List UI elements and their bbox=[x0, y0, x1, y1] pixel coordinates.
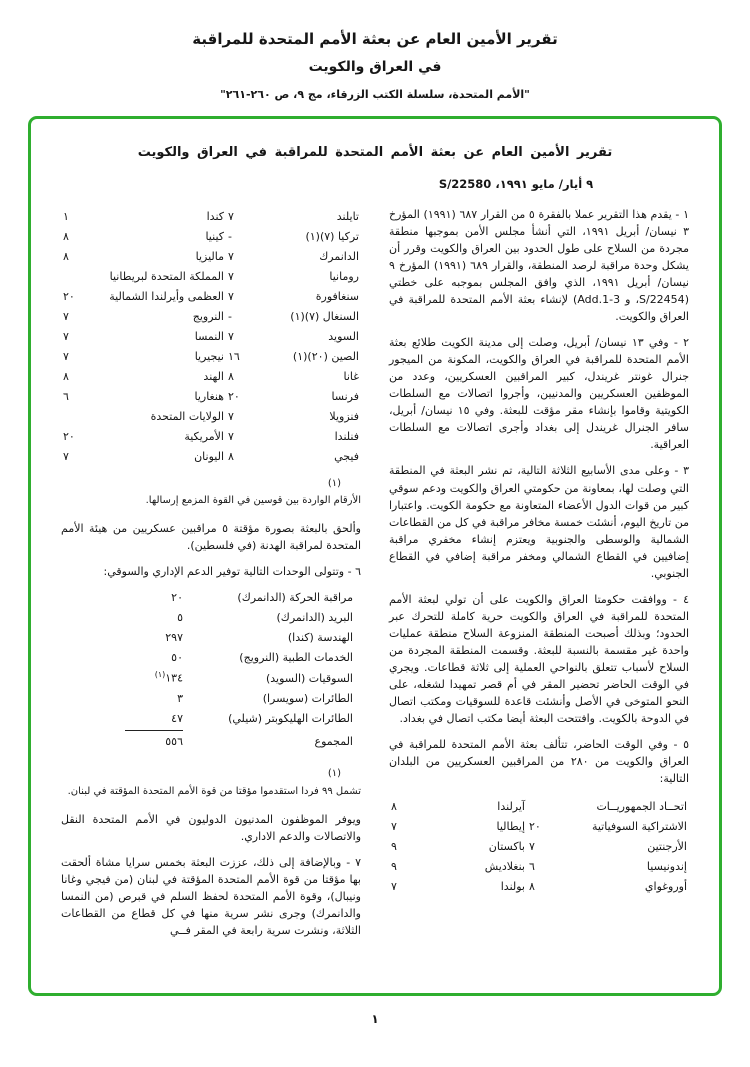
country-name-cell: كينيا bbox=[205, 229, 224, 243]
paragraph-2: ٢ - وفي ١٣ نيسان/ أبريل، وصلت إلى مدينة الكويت طلائع بعثة الأمم المتحدة للمراقبة في العراق والكويت، المكونة من الميجور جنرال غونتر غريندل، كبير المراقبين العسكريين، وعدد من الموظفين العسكريين والمدنيين، وأجروا اتصالات مع السلطات الكويتية وقاموا بإنشاء مقر مؤقت للبعثة. وفي ١٥ نيسان/ أبريل، سافر الجنرال غريندل إلى بغداد وأجرى اتصالات مع السلطات العراقية. bbox=[389, 336, 689, 452]
country-count-cell: ٨ bbox=[391, 799, 397, 813]
units-total-row bbox=[61, 730, 353, 750]
country-name-cell: غانا bbox=[343, 369, 359, 383]
country-name-cell: النرويج bbox=[192, 309, 224, 323]
unit-value: ٥٥٦ bbox=[125, 730, 183, 750]
column-right bbox=[389, 168, 689, 903]
country-count-cell: ٧ bbox=[228, 289, 234, 303]
unit-row bbox=[61, 710, 353, 727]
unit-row bbox=[61, 690, 353, 707]
paragraph-5: ٥ - وفي الوقت الحاضر، تتألف بعثة الأمم المتحدة للمراقبة في العراق والكويت من ٢٨٠ من المراقبين العسكريين من البلدان التالية: bbox=[389, 738, 689, 786]
country-name-cell: الاشتراكية السوفياتية bbox=[591, 819, 687, 833]
table-row bbox=[61, 386, 361, 406]
country-name-cell: العظمى وأيرلندا الشمالية bbox=[109, 289, 224, 303]
country-name-cell: الهند bbox=[203, 369, 224, 383]
country-count-cell: ٧ bbox=[63, 329, 69, 343]
country-name-cell: إيطاليا bbox=[496, 819, 525, 833]
country-name-cell: اليونان bbox=[194, 450, 224, 464]
page-number: ١ bbox=[371, 1012, 379, 1026]
country-count-cell: ٧ bbox=[228, 249, 234, 263]
country-count-cell bbox=[527, 796, 566, 816]
document-frame bbox=[28, 116, 722, 996]
country-name-cell: تركيا (٧)(١) bbox=[305, 229, 359, 243]
country-name-cell: إندونيسيا bbox=[646, 859, 687, 873]
country-count-cell: ٨ bbox=[228, 369, 234, 383]
country-name-cell: الولايات المتحدة bbox=[150, 409, 224, 423]
civilian-staff-note: ويوفر الموظفون المدنيون الدوليون في الأمم المتحدة النقل والاتصالات والدعم الاداري. bbox=[61, 812, 361, 843]
table-row bbox=[389, 877, 689, 897]
source-citation: "الأمم المتحدة، سلسلة الكتب الزرقاء، مج ٩، ص ٢٦٠-٢٦١" bbox=[220, 88, 530, 101]
country-name-cell: اتحــاد الجمهوريــات bbox=[596, 799, 687, 813]
table-row bbox=[61, 226, 361, 246]
table-row bbox=[389, 836, 689, 856]
unit-label: الخدمات الطبية (النرويج) bbox=[239, 651, 353, 665]
country-count-cell: ٧ bbox=[391, 819, 397, 833]
table-row bbox=[61, 286, 361, 306]
country-name-cell: أوروغواي bbox=[644, 880, 687, 893]
document-reference: ٩ أيار/ مايو ١٩٩١، S/22580 bbox=[438, 177, 594, 191]
country-name-cell: الأرجنتين bbox=[647, 839, 687, 853]
country-name-cell: الدانمرك bbox=[319, 249, 359, 263]
countries-table-left bbox=[61, 206, 361, 467]
unit-row bbox=[61, 669, 353, 687]
unit-label: البريد (الدانمرك) bbox=[276, 611, 353, 625]
paragraph-6: ٦ - وتتولى الوحدات التالية توفير الدعم الإداري والسوقي: bbox=[103, 565, 361, 579]
paragraph-7: ٧ - وبالإضافة إلى ذلك، عززت البعثة بخمس سرايا مشاة ألحقت بها مؤقتا من قوة الأمم المتحدة المؤقتة في لبنان (من فيجي وغانا ونيبال)، وقوة الأمم المتحدة لحفظ السلم في قبرص (من النمسا والدانمرك) وجرى نشر سرية منها في كل قطاع من القطاعات الثلاثة، ونشرت سرية رابعة في المقر فــي bbox=[61, 855, 361, 938]
page-header bbox=[0, 30, 750, 101]
table-row bbox=[61, 346, 361, 366]
table-row bbox=[389, 856, 689, 876]
table-row bbox=[61, 427, 361, 447]
table-row bbox=[61, 306, 361, 326]
country-count-cell: ٧ bbox=[228, 329, 234, 343]
paragraph-1: ١ - يقدم هذا التقرير عملا بالفقرة ٥ من القرار ٦٨٧ (١٩٩١) المؤرخ ٣ نيسان/ أبريل ١٩٩١، التي أنشأ مجلس الأمن بموجبها منطقة مجردة من السلاح على طول الحدود بين العراق والكويت وقرر أن يشكل وحدة مراقبة لرصد المنطقة، والقرار ٦٨٩ (١٩٩١) المؤرخ ٩ نيسان/ أبريل ١٩٩١، الذي وافق المجلس بموجبه على خطتي (S/22454، و Add.1-3) لإنشاء بعثة الأمم المتحدة للمراقبة في العراق والكويت. bbox=[389, 207, 689, 324]
country-name-cell: المملكة المتحدة لبريطانيا bbox=[109, 269, 224, 283]
country-count-cell: ٧ bbox=[529, 839, 535, 853]
country-name-cell: آيرلندا bbox=[497, 799, 525, 813]
country-name-cell: السويد bbox=[328, 329, 359, 343]
country-count-cell: ٨ bbox=[228, 450, 234, 464]
table-row bbox=[61, 447, 361, 467]
country-count-cell: ٧ bbox=[228, 209, 234, 223]
country-count-cell: ٩ bbox=[391, 839, 397, 853]
country-name-cell: ماليزيا bbox=[195, 249, 224, 263]
table-row bbox=[61, 406, 361, 426]
unit-label: الطائرات الهليكوبتر (شيلي) bbox=[228, 712, 353, 726]
country-count-cell: ٧ bbox=[228, 409, 234, 423]
country-name-cell: نيجيريا bbox=[194, 349, 224, 363]
country-name-cell: الصين (٢٠)(١) bbox=[292, 349, 359, 363]
column-left bbox=[61, 168, 361, 948]
country-name-cell: تايلند bbox=[336, 209, 359, 223]
unit-value: ٤٧ bbox=[171, 712, 183, 726]
footnote-marker: (١) bbox=[327, 477, 341, 489]
unit-row bbox=[61, 629, 353, 646]
country-count-cell: - bbox=[228, 309, 232, 323]
country-name-cell: فنزويلا bbox=[329, 409, 359, 423]
country-name-cell: فرنسا bbox=[331, 389, 359, 403]
country-count-cell: ٧ bbox=[63, 450, 69, 464]
country-name-cell: السنغال (٧)(١) bbox=[290, 309, 359, 323]
country-count-cell: ٧ bbox=[63, 349, 69, 363]
country-count-cell: ٧ bbox=[228, 269, 234, 283]
country-count-cell: ١ bbox=[63, 209, 69, 223]
unit-value: ٥ bbox=[177, 611, 183, 625]
country-name-cell: سنغافورة bbox=[315, 289, 359, 303]
country-count-cell: ٨ bbox=[63, 249, 69, 263]
country-name-cell: فيجي bbox=[334, 450, 359, 464]
table-row bbox=[389, 816, 689, 836]
country-count-cell: ٧ bbox=[391, 880, 397, 893]
country-count-cell: ٦ bbox=[529, 859, 535, 873]
country-count-cell: ٨ bbox=[529, 880, 535, 893]
country-name-cell: كندا bbox=[206, 209, 224, 223]
unit-value: ٣ bbox=[177, 692, 183, 706]
countries-table-right bbox=[389, 796, 689, 896]
country-count-cell: ١٦ bbox=[228, 349, 240, 363]
footnote-parenthesis bbox=[61, 476, 361, 509]
footnote-text: الأرقام الواردة بين قوسين في القوة المزمع إرسالها. bbox=[145, 495, 361, 507]
unit-value: ٢٩٧ bbox=[165, 631, 183, 645]
unit-label: المجموع bbox=[314, 735, 353, 749]
country-count-cell: ٢٠ bbox=[228, 389, 240, 403]
footnote-marker: (١) bbox=[327, 768, 341, 780]
attached-observers-note: وألحق بالبعثة بصورة مؤقتة ٥ مراقبين عسكريين من هيئة الأمم المتحدة لمراقبة الهدنة (في فلسطين). bbox=[61, 522, 361, 553]
table-row bbox=[61, 246, 361, 266]
footnote-marker: (١) bbox=[154, 670, 166, 680]
country-count-cell bbox=[61, 266, 97, 286]
support-units-list bbox=[61, 589, 361, 750]
unit-row bbox=[61, 649, 353, 666]
unit-row bbox=[61, 589, 353, 606]
unit-label: الهندسة (كندا) bbox=[287, 631, 353, 645]
country-name-cell: بنغلاديش bbox=[484, 859, 525, 873]
unit-label: مراقبة الحركة (الدانمرك) bbox=[237, 591, 353, 605]
table-row bbox=[61, 326, 361, 346]
country-name-cell: هنغاريا bbox=[194, 389, 224, 403]
unit-value: ٢٠ bbox=[171, 591, 183, 605]
unit-row bbox=[61, 609, 353, 626]
table-row bbox=[61, 206, 361, 226]
country-count-cell: ٩ bbox=[391, 859, 397, 873]
report-title-line1: تقرير الأمين العام عن بعثة الأمم المتحدة للمراقبة bbox=[192, 30, 558, 48]
country-count-cell: - bbox=[228, 229, 232, 243]
footnote-text: تشمل ٩٩ فردا استقدموا مؤقتا من قوة الأمم المتحدة المؤقتة في لبنان. bbox=[67, 785, 361, 797]
country-name-cell: الأمريكية bbox=[184, 430, 224, 444]
paragraph-4: ٤ - ووافقت حكومتا العراق والكويت على أن تولي لبعثة الأمم المتحدة للمراقبة في العراق والكويت حرية كاملة للتحرك عبر الحدود؛ وبذلك أصبحت المنطقة المنزوعة السلاح منطقة عمليات واحدة غير مقسمة بالنسبة للبعثة. وقسمت المنطقة المجردة من السلاح لأسباب تتعلق بالنواحي العملية إلى ثلاثة قطاعات. ويجري في الوقت الحاضر تحضير المقر في أم قصر تمهيدا لشغله، على النحو المتوخى في الأصل وأنشئت قاعدة للسوقيات ومكتب اتصال في الدوحة بالكويت. وافتتحت البعثة أيضا مكتب اتصال في بغداد. bbox=[389, 592, 689, 726]
country-name-cell: بولندا bbox=[500, 880, 525, 893]
country-count-cell: ٧ bbox=[63, 309, 69, 323]
country-count-cell: ٧ bbox=[228, 430, 234, 444]
country-count-cell: ٨ bbox=[63, 369, 69, 383]
country-name-cell: باكستان bbox=[488, 839, 525, 853]
unit-label: السوقيات (السويد) bbox=[265, 672, 353, 686]
table-row bbox=[389, 796, 689, 816]
country-name-cell: فنلندا bbox=[334, 430, 359, 444]
country-count-cell: ٢٠ bbox=[529, 819, 541, 833]
country-name-cell: النمسا bbox=[194, 329, 224, 343]
country-count-cell: ٦ bbox=[63, 389, 69, 403]
country-name-cell: رومانيا bbox=[329, 269, 359, 283]
country-count-cell: ٢٠ bbox=[63, 430, 75, 444]
two-column-body bbox=[61, 168, 689, 948]
country-count-cell bbox=[61, 406, 97, 426]
paragraph-3: ٣ - وعلى مدى الأسابيع الثلاثة التالية، تم نشر البعثة في المنطقة التي وصلت لها، بمعاونة من حكومتي العراق والكويت ودعم سوقي كبير من قوات الدول الأعضاء المتعاونة مع حكومة الكويت. واعتبارا من تاريخ اليوم، أنشئت خمسة مخافر مراقبة في كل من القطاعات الشمالية والوسطى والجنوبية ويعتزم إنشاء مخفري مراقبة إضافيين في القطاع الشمالي ومخفر مراقبة إضافي في القطاع الجنوبي. bbox=[389, 464, 689, 580]
table-row bbox=[61, 366, 361, 386]
table-row bbox=[61, 266, 361, 286]
unit-value: $^{(١)}$١٣٤ bbox=[154, 670, 183, 686]
report-title-line2: في العراق والكويت bbox=[308, 59, 442, 75]
country-count-cell: ٨ bbox=[63, 229, 69, 243]
country-count-cell: ٢٠ bbox=[63, 289, 75, 303]
unit-label: الطائرات (سويسرا) bbox=[262, 692, 353, 706]
footnote-unifil bbox=[61, 766, 361, 799]
document-title: تقرير الأمين العام عن بعثة الأمم المتحدة للمراقبة في العراق والكويت bbox=[137, 145, 613, 160]
unit-value: ٥٠ bbox=[171, 651, 183, 665]
